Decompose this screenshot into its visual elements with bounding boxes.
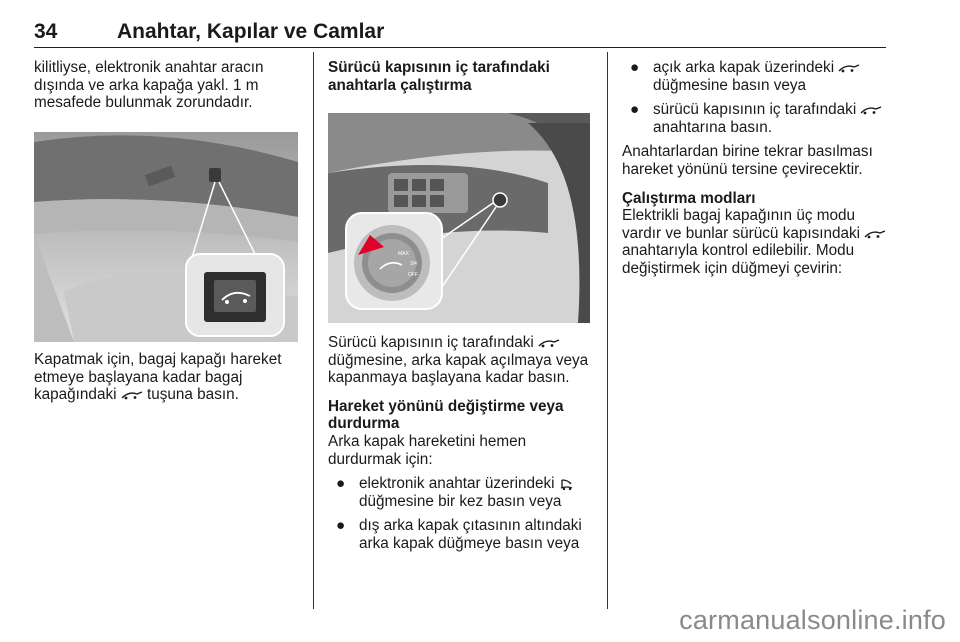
modes-paragraph: Elektrikli bagaj kapağının üç modu vardır ve bunlar sürücü kapısındaki anahtarıyla kontrol edilebilir. Modu değiştirmek için düğmeyi çevirin: (622, 207, 890, 277)
page-number: 34 (34, 20, 58, 43)
section-heading-2: Hareket yönünü değiştirme veya durdurma (328, 397, 564, 433)
tailgate-illustration (34, 132, 298, 342)
list-item: ● elektronik anahtar üzerindeki düğmesine bir kez basın veya (328, 475, 590, 510)
column-1 (34, 59, 298, 112)
list-item: ● açık arka kapak üzerindeki düğmesine basın veya (622, 59, 890, 94)
chapter-title: Anahtar, Kapılar ve Camlar (117, 20, 385, 43)
list-item: ● dış arka kapak çıtasının altındaki arka kapak düğmeye basın veya (336, 517, 582, 552)
stop-instruction: Arka kapak hareketini hemen durdurmak için: (328, 432, 527, 468)
list-item: ● sürücü kapısının iç tarafındaki anahtarına basın. (622, 101, 890, 136)
column-divider (313, 52, 314, 609)
reverse-paragraph: Anahtarlardan birine tekrar basılması hareket yönünü tersine çevirecektir. (622, 143, 873, 178)
knob-label-max: MAX (398, 251, 409, 257)
column-3 (622, 59, 890, 278)
column-divider (607, 52, 608, 609)
watermark: carmanualsonline.info (679, 605, 946, 635)
tailgate-icon (838, 63, 860, 73)
knob-label-off: OFF (408, 272, 418, 278)
tailgate-icon (121, 390, 143, 400)
driver-instruction: Sürücü kapısının iç tarafındaki düğmesine, arka kapak açılmaya veya kapanmaya başlayana kadar basın. (328, 334, 589, 387)
tailgate-key-icon (559, 477, 575, 491)
page-header (34, 10, 886, 48)
column-2-lower (328, 334, 590, 553)
tailgate-icon (860, 105, 882, 115)
tailgate-photo (34, 132, 298, 342)
header-rule (34, 47, 886, 48)
tailgate-icon (538, 338, 560, 348)
tailgate-icon (864, 229, 886, 239)
door-switch-illustration (328, 113, 590, 323)
close-instruction: Kapatmak için, bagaj kapağı hareket etmeye başlayana kadar bagaj kapağındaki tuşuna basın. (34, 351, 282, 404)
column-1-lower (34, 351, 298, 404)
column-2 (328, 59, 590, 94)
modes-heading: Çalıştırma modları (622, 189, 756, 207)
section-heading: Sürücü kapısının iç tarafındaki anahtarla çalıştırma (328, 59, 550, 94)
knob-label-34: 3/4 (410, 261, 417, 267)
driver-door-photo (328, 113, 590, 323)
intro-paragraph: kilitliyse, elektronik anahtar aracın dışında ve arka kapağa yakl. 1 m mesafede bulunmak zorundadır. (34, 59, 264, 112)
